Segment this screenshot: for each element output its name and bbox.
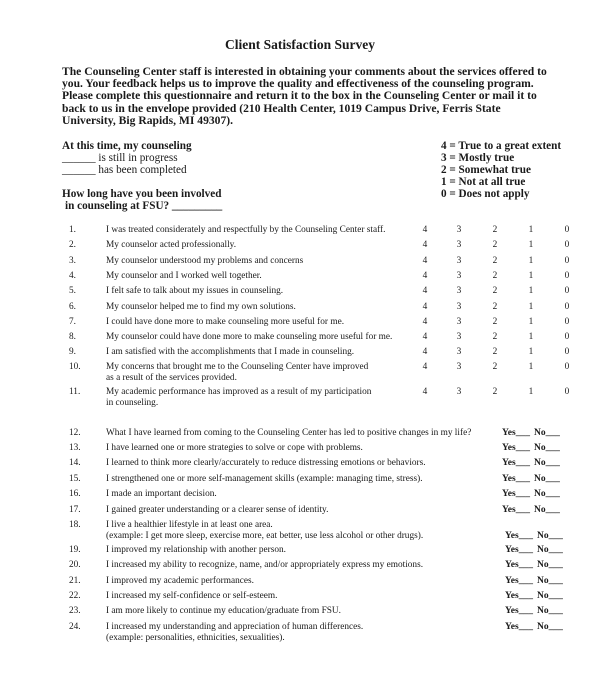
status-label: has been completed — [98, 164, 187, 176]
rating-option-0[interactable]: 0 — [564, 317, 570, 327]
legend-item: 0 = Does not apply — [441, 188, 530, 201]
item-number: 13. — [69, 443, 81, 453]
item-text: I am more likely to continue my education/graduate from FSU. — [106, 606, 341, 616]
rating-option-3[interactable]: 3 — [456, 362, 462, 372]
rating-option-2[interactable]: 2 — [492, 286, 498, 296]
yes-answer-blank[interactable]: Yes___ — [502, 505, 530, 515]
legend-item: 1 = Not at all true — [441, 176, 526, 189]
yes-answer-blank[interactable]: Yes___ — [505, 606, 533, 616]
item-text: (example: I get more sleep, exercise more, eat better, use less alcohol or other drugs). — [106, 531, 424, 541]
yes-answer-blank[interactable]: Yes___ — [502, 474, 530, 484]
item-text: I made an important decision. — [106, 489, 217, 499]
intro-line: The Counseling Center staff is interested in obtaining your comments about the services offered to — [62, 65, 547, 78]
duration-question: How long have you been involved — [62, 188, 222, 200]
status-label: is still in progress — [98, 152, 178, 164]
status-option-completed[interactable] — [62, 164, 187, 176]
legend-item: 3 = Mostly true — [441, 152, 515, 165]
rating-option-3[interactable]: 3 — [456, 256, 462, 266]
rating-option-2[interactable]: 2 — [492, 332, 498, 342]
rating-option-3[interactable]: 3 — [456, 332, 462, 342]
rating-option-1[interactable]: 1 — [528, 332, 534, 342]
item-text: in counseling. — [106, 398, 159, 408]
intro-line: University, Big Rapids, MI 49307). — [62, 113, 234, 127]
no-answer-blank[interactable]: No___ — [537, 591, 563, 601]
rating-option-1[interactable]: 1 — [528, 286, 534, 296]
item-text: I increased my self-confidence or self-esteem. — [106, 591, 278, 601]
rating-option-1[interactable]: 1 — [528, 302, 534, 312]
rating-legend — [441, 140, 561, 200]
yes-answer-blank[interactable]: Yes___ — [502, 443, 530, 453]
item-text: My counselor could have done more to make counseling more useful for me. — [106, 332, 393, 342]
legend-item: 4 = True to a great extent — [441, 140, 562, 152]
item-text: I have learned one or more strategies to solve or cope with problems. — [106, 443, 363, 453]
item-text: What I have learned from coming to the Counseling Center has led to positive changes in my life? — [106, 428, 472, 438]
item-number: 17. — [69, 505, 81, 515]
rating-option-3[interactable]: 3 — [456, 302, 462, 312]
yes-answer-blank[interactable]: Yes___ — [502, 428, 530, 438]
rating-option-0[interactable]: 0 — [564, 302, 570, 312]
rating-option-4[interactable]: 4 — [422, 332, 428, 342]
rating-option-0[interactable]: 0 — [564, 256, 570, 266]
no-answer-blank[interactable]: No___ — [537, 576, 563, 586]
item-text: I strengthened one or more self-management skills (example: managing time, stress). — [106, 474, 423, 484]
duration-field[interactable]: in counseling at FSU? _________ — [65, 200, 223, 212]
rating-option-3[interactable]: 3 — [456, 347, 462, 357]
rating-option-1[interactable]: 1 — [528, 387, 534, 397]
item-number: 14. — [69, 458, 81, 468]
no-answer-blank[interactable]: No___ — [537, 560, 563, 570]
rating-option-2[interactable]: 2 — [492, 225, 498, 235]
item-number: 7. — [69, 317, 76, 327]
no-answer-blank[interactable]: No___ — [534, 458, 560, 468]
item-text: My counselor helped me to find my own solutions. — [106, 302, 296, 312]
rating-option-2[interactable]: 2 — [492, 362, 498, 372]
item-number: 18. — [69, 520, 81, 530]
yes-answer-blank[interactable]: Yes___ — [505, 576, 533, 586]
rating-option-3[interactable]: 3 — [456, 271, 462, 281]
item-text: I increased my understanding and appreciation of human differences. — [106, 622, 364, 632]
rating-option-0[interactable]: 0 — [564, 225, 570, 235]
rating-option-0[interactable]: 0 — [564, 347, 570, 357]
rating-option-2[interactable]: 2 — [492, 347, 498, 357]
item-number: 15. — [69, 474, 81, 484]
no-answer-blank[interactable]: No___ — [534, 489, 560, 499]
rating-option-4[interactable]: 4 — [422, 302, 428, 312]
item-text: My counselor acted professionally. — [106, 240, 237, 250]
rating-option-4[interactable]: 4 — [422, 225, 428, 235]
status-option-in-progress[interactable] — [62, 152, 178, 164]
rating-option-0[interactable]: 0 — [564, 240, 570, 250]
yes-answer-blank[interactable]: Yes___ — [505, 531, 533, 541]
item-text: My counselor understood my problems and concerns — [106, 256, 304, 266]
rating-option-1[interactable]: 1 — [528, 271, 534, 281]
rating-option-4[interactable]: 4 — [422, 362, 428, 372]
survey-title: Client Satisfaction Survey — [225, 37, 375, 52]
item-number: 16. — [69, 489, 81, 499]
rating-option-2[interactable]: 2 — [492, 256, 498, 266]
rating-option-1[interactable]: 1 — [528, 256, 534, 266]
yes-answer-blank[interactable]: Yes___ — [505, 545, 533, 555]
rating-option-0[interactable]: 0 — [564, 362, 570, 372]
item-number: 19. — [69, 545, 81, 555]
item-text: (example: personalities, ethnicities, sexualities). — [106, 633, 285, 643]
no-answer-blank[interactable]: No___ — [537, 531, 563, 541]
rating-option-2[interactable]: 2 — [492, 317, 498, 327]
item-number: 10. — [69, 362, 81, 372]
item-text: I was treated considerately and respectfully by the Counseling Center staff. — [106, 225, 386, 235]
no-answer-blank[interactable]: No___ — [534, 505, 560, 515]
item-text: I live a healthier lifestyle in at least one area. — [106, 520, 273, 530]
item-number: 3. — [69, 256, 76, 266]
rating-option-3[interactable]: 3 — [456, 225, 462, 235]
rating-option-2[interactable]: 2 — [492, 240, 498, 250]
item-text: I learned to think more clearly/accurately to reduce distressing emotions or behaviors. — [106, 458, 426, 468]
rating-option-2[interactable]: 2 — [492, 387, 498, 397]
rating-option-4[interactable]: 4 — [422, 271, 428, 281]
item-text: I increased my ability to recognize, name, and/or appropriately express my emotions. — [106, 560, 424, 570]
item-number: 11. — [69, 387, 81, 397]
rating-option-1[interactable]: 1 — [528, 347, 534, 357]
no-answer-blank[interactable]: No___ — [537, 606, 563, 616]
intro-line: you. Your feedback helps us to improve the quality and effectiveness of the counseling program. — [62, 77, 534, 91]
yes-answer-blank[interactable]: Yes___ — [505, 622, 533, 632]
item-number: 1. — [69, 225, 76, 235]
item-text: My academic performance has improved as a result of my participation — [106, 387, 372, 397]
yes-answer-blank[interactable]: Yes___ — [502, 489, 530, 499]
rating-option-0[interactable]: 0 — [564, 286, 570, 296]
status-heading: At this time, my counseling — [62, 140, 192, 152]
rating-option-4[interactable]: 4 — [422, 317, 428, 327]
no-answer-blank[interactable]: No___ — [537, 622, 563, 632]
no-answer-blank[interactable]: No___ — [534, 474, 560, 484]
rating-option-1[interactable]: 1 — [528, 225, 534, 235]
rating-option-3[interactable]: 3 — [456, 240, 462, 250]
item-text: I gained greater understanding or a clearer sense of identity. — [106, 505, 329, 515]
rating-option-0[interactable]: 0 — [564, 332, 570, 342]
item-text: I am satisfied with the accomplishments that I made in counseling. — [106, 347, 355, 357]
item-text: My concerns that brought me to the Counseling Center have improved — [106, 362, 369, 372]
yes-answer-blank[interactable]: Yes___ — [505, 591, 533, 601]
rating-option-3[interactable]: 3 — [456, 317, 462, 327]
item-text: I felt safe to talk about my issues in counseling. — [106, 286, 284, 296]
no-answer-blank[interactable]: No___ — [534, 443, 560, 453]
rating-option-3[interactable]: 3 — [456, 387, 462, 397]
item-text: I could have done more to make counseling more useful for me. — [106, 317, 345, 327]
status-blank[interactable]: ______ — [62, 164, 96, 176]
item-number: 8. — [69, 332, 76, 342]
item-number: 23. — [69, 606, 81, 616]
rating-option-4[interactable]: 4 — [422, 387, 428, 397]
item-number: 12. — [69, 428, 81, 438]
yes-answer-blank[interactable]: Yes___ — [502, 458, 530, 468]
intro-line: back to us in the envelope provided (210 Health Center, 1019 Campus Drive, Ferris State — [62, 101, 501, 115]
item-text: I improved my relationship with another person. — [106, 545, 286, 555]
rating-option-4[interactable]: 4 — [422, 240, 428, 250]
item-number: 21. — [69, 576, 81, 586]
item-number: 4. — [69, 271, 76, 281]
rating-option-1[interactable]: 1 — [528, 317, 534, 327]
rating-option-2[interactable]: 2 — [492, 271, 498, 281]
rating-option-4[interactable]: 4 — [422, 256, 428, 266]
status-blank[interactable]: ______ — [62, 152, 96, 164]
rating-option-1[interactable]: 1 — [528, 240, 534, 250]
legend-item: 2 = Somewhat true — [441, 164, 531, 177]
item-text: I improved my academic performances. — [106, 576, 254, 586]
intro-paragraph — [62, 66, 582, 127]
item-number: 5. — [69, 286, 76, 296]
rating-option-2[interactable]: 2 — [492, 302, 498, 312]
item-number: 24. — [69, 622, 81, 632]
rating-option-3[interactable]: 3 — [456, 286, 462, 296]
item-number: 9. — [69, 347, 76, 357]
rating-option-0[interactable]: 0 — [564, 387, 570, 397]
item-number: 2. — [69, 240, 76, 250]
rating-option-4[interactable]: 4 — [422, 286, 428, 296]
item-text: My counselor and I worked well together. — [106, 271, 262, 281]
item-number: 22. — [69, 591, 81, 601]
yes-answer-blank[interactable]: Yes___ — [505, 560, 533, 570]
rating-option-4[interactable]: 4 — [422, 347, 428, 357]
item-number: 6. — [69, 302, 76, 312]
no-answer-blank[interactable]: No___ — [534, 428, 560, 438]
rating-option-0[interactable]: 0 — [564, 271, 570, 281]
intro-line: Please complete this questionnaire and return it to the box in the Counseling Center or mail it to — [62, 89, 537, 103]
item-number: 20. — [69, 560, 81, 570]
no-answer-blank[interactable]: No___ — [537, 545, 563, 555]
rating-option-1[interactable]: 1 — [528, 362, 534, 372]
item-text: as a result of the services provided. — [106, 373, 237, 383]
